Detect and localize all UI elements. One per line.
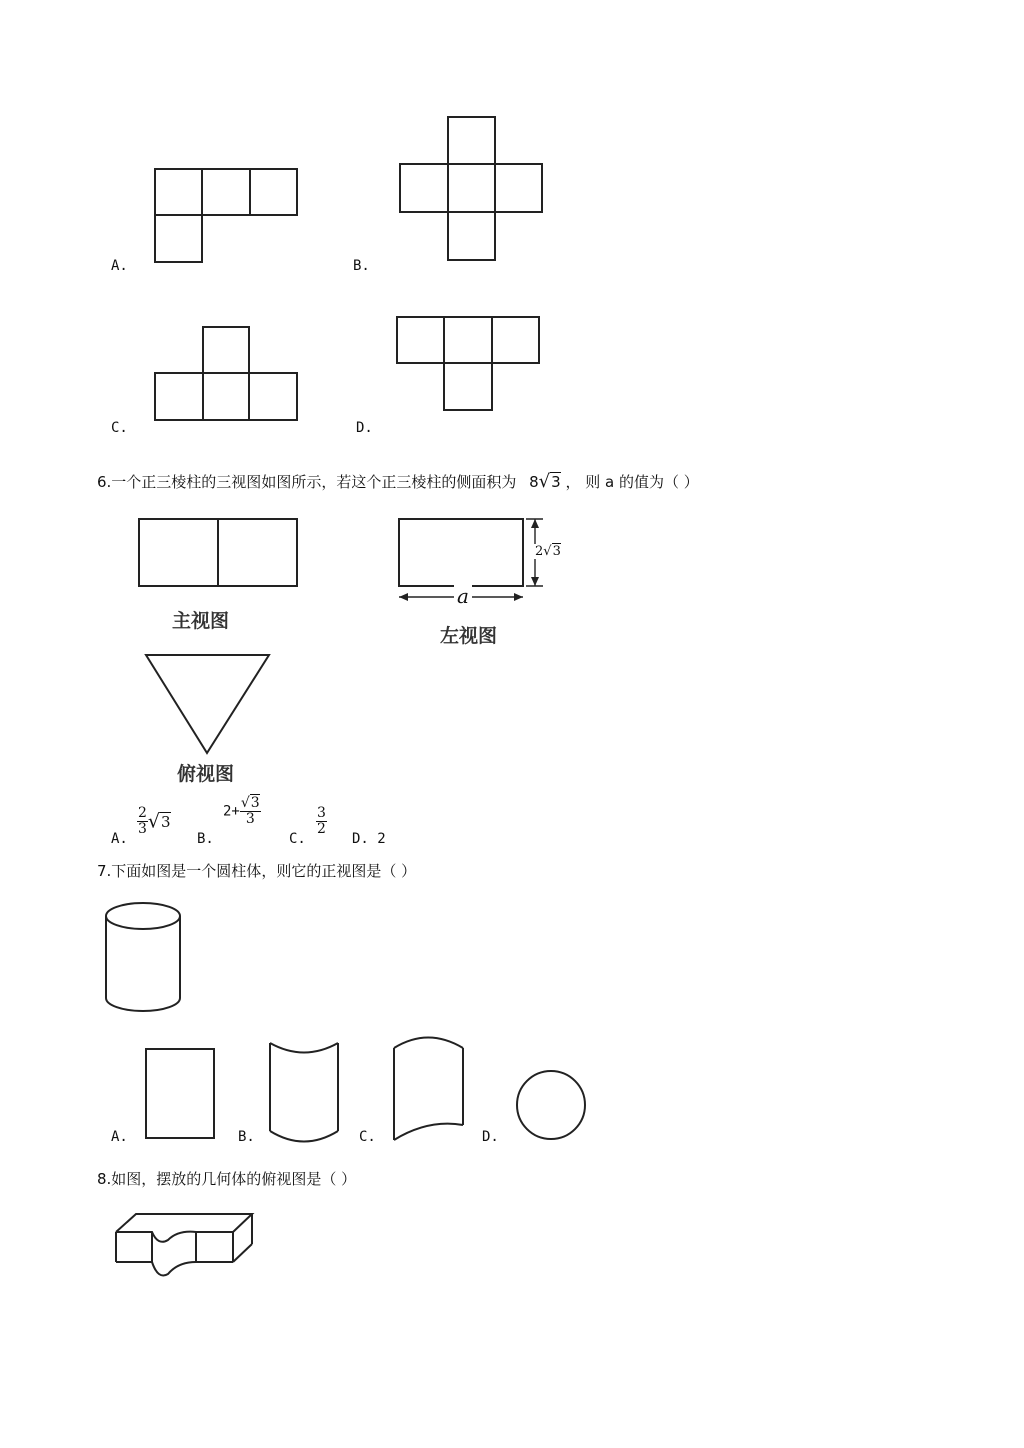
q7-option-a-label: A. — [111, 1129, 128, 1145]
q5-option-c-label: C. — [111, 420, 128, 436]
q6-option-c-den: 2 — [317, 821, 326, 837]
q5-net-a — [155, 169, 297, 262]
q5-option-b-label: B. — [353, 258, 370, 274]
q8-stem: 8.如图，摆放的几何体的俯视图是（ ） — [97, 1170, 357, 1188]
q6-dim-height-rad: 3 — [552, 544, 561, 559]
q6-front-view — [139, 519, 297, 586]
q6-front-view-label: 主视图 — [172, 610, 230, 632]
q5-option-d-label: D. — [356, 420, 373, 436]
q6-option-b-den: 3 — [245, 811, 255, 827]
q6-option-a-num: 2 — [138, 805, 147, 821]
q6-option-c-num: 3 — [317, 805, 326, 821]
q7-option-d-label: D. — [482, 1129, 499, 1145]
q6-dim-height: 2√3 — [535, 544, 561, 559]
q6-stem-post: ， 则 a 的值为（ ） — [565, 473, 699, 491]
q6-area-rad: 3 — [551, 473, 561, 491]
q6-option-b-num-rad: 3 — [250, 795, 260, 811]
q6-option-b-pre: 2+ — [223, 803, 240, 820]
q6-option-b-value: 2+ $\frac{√3}{3}$ — [223, 795, 260, 827]
q6-dim-width: a — [454, 584, 472, 608]
q5-net-c — [155, 327, 297, 420]
q6-option-a-rad: 3 — [161, 812, 171, 831]
q7-option-b-label: B. — [238, 1129, 255, 1145]
q5-option-a-label: A. — [111, 258, 128, 274]
q7-option-c-shape — [394, 1038, 463, 1141]
q6-option-c-label: C. — [289, 831, 306, 847]
q6-option-a-value: $\frac{2}{3}$ √3 — [138, 805, 171, 837]
q6-area-value: 8√3 — [529, 471, 561, 492]
q7-option-a-shape — [146, 1049, 214, 1138]
q6-stem — [97, 471, 699, 492]
q5-net-d — [397, 317, 539, 410]
q6-top-view-label: 俯视图 — [177, 763, 235, 785]
q7-option-b-shape — [270, 1043, 338, 1142]
q7-cylinder — [106, 903, 180, 1011]
q7-option-d-shape — [517, 1071, 585, 1139]
q6-option-a-den: 3 — [138, 821, 147, 837]
q6-top-view — [146, 655, 269, 753]
q6-dim-height-coef: 2 — [535, 544, 544, 559]
q6-area-coef: 8 — [529, 473, 539, 491]
q6-option-d: D. 2 — [352, 831, 386, 847]
q8-solid — [116, 1214, 252, 1276]
q7-stem: 7.下面如图是一个圆柱体，则它的正视图是（ ） — [97, 862, 417, 880]
q6-stem-pre: 6.一个正三棱柱的三视图如图所示，若这个正三棱柱的侧面积为 — [97, 473, 517, 491]
q5-net-b — [400, 117, 542, 260]
q6-option-a-label: A. — [111, 831, 128, 847]
q7-option-c-label: C. — [359, 1129, 376, 1145]
q6-option-b-label: B. — [197, 831, 214, 847]
q6-left-view-label: 左视图 — [440, 625, 498, 647]
q6-option-c-value — [316, 806, 327, 837]
